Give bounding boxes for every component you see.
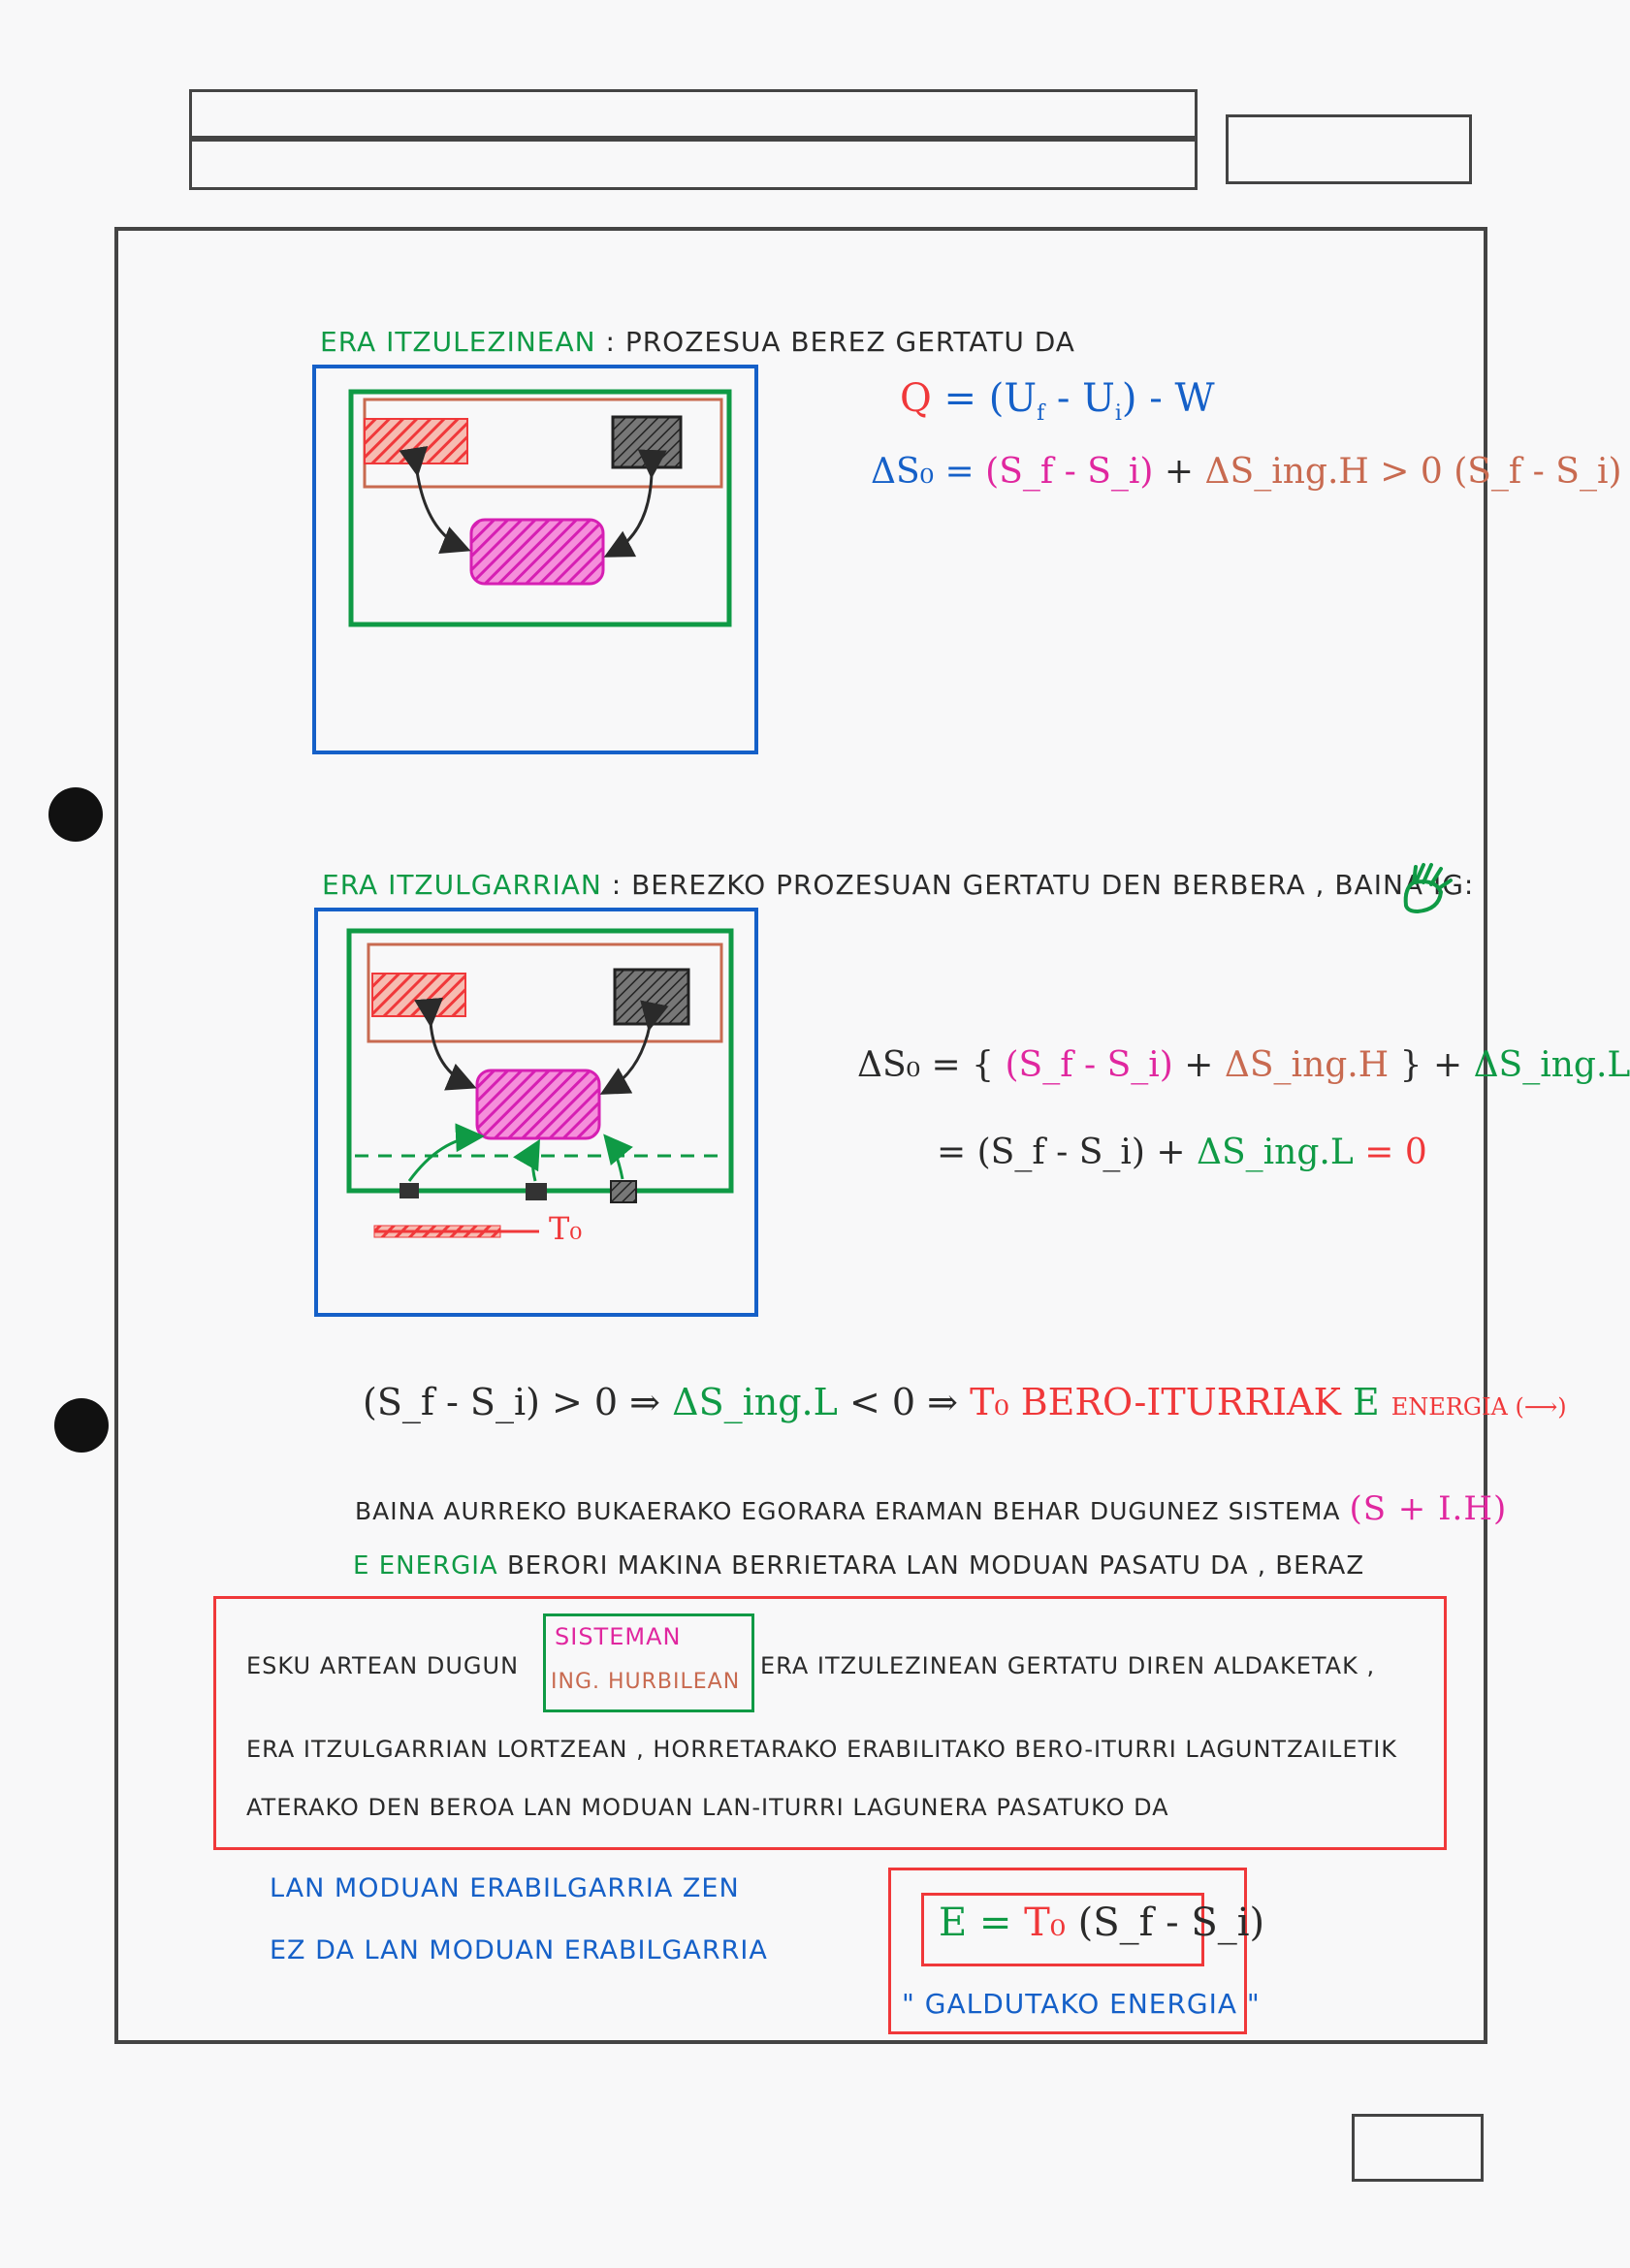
conclusion-line-2: ERA ITZULGARRIAN LORTZEAN , HORRETARAKO ERABILITAKO BERO-ITURRI LAGUNTZAILETIK — [246, 1736, 1398, 1763]
header-box-right — [1226, 114, 1472, 184]
section1-title: ERA ITZULEZINEAN : PROZESUA BEREZ GERTATU DA — [320, 326, 1075, 358]
punch-hole-top — [48, 787, 103, 842]
footer-blue-line-1: LAN MODUAN ERABILGARRIA ZEN — [270, 1873, 740, 1903]
inner-box-top-label: SISTEMAN — [555, 1623, 682, 1650]
hot-reservoir-2 — [372, 974, 465, 1016]
text-line-1: BAINA AURREKO BUKAERAKO EGORARA ERAMAN BEHAR DUGUNEZ SISTEMA (S + I.H) — [355, 1489, 1508, 1528]
cold-reservoir-2 — [615, 970, 688, 1024]
work-source-3 — [611, 1181, 636, 1202]
work-source-2 — [526, 1183, 547, 1200]
t0-label: T₀ — [549, 1210, 583, 1247]
footer-blue-line-2: EZ DA LAN MODUAN ERABILGARRIA — [270, 1935, 768, 1965]
equation-entropy-reversible-2: = (S_f - S_i) + ΔS_ing.L = 0 — [937, 1133, 1427, 1172]
page-number-box — [1352, 2114, 1484, 2182]
result-caption: " GALDUTAKO ENERGIA " — [902, 1988, 1261, 2020]
reversible-diagram — [314, 906, 770, 1323]
punch-hole-bottom — [54, 1398, 109, 1453]
system-block-2 — [477, 1070, 599, 1138]
result-equation: E = T₀ (S_f - S_i) — [939, 1901, 1265, 1945]
text-line-2: E ENERGIA BERORI MAKINA BERRIETARA LAN MODUAN PASATU DA , BERAZ — [353, 1551, 1365, 1581]
header-box-bottom — [189, 136, 1198, 190]
inner-box-bottom-label: ING. HURBILEAN — [551, 1670, 741, 1694]
equation-first-law: $Q = (U_f - U_i) - W$ — [900, 376, 1215, 426]
conclusion-line-1b: ERA ITZULEZINEAN GERTATU DIREN ALDAKETAK , — [760, 1652, 1376, 1679]
irreversible-diagram — [310, 359, 766, 766]
equation-entropy-irreversible: ΔS₀ = (S_f - S_i) + ΔS_ing.H > 0 (S_f - S_i) — [871, 452, 1622, 492]
implication-line: (S_f - S_i) > 0 ⇒ ΔS_ing.L < 0 ⇒ T₀ BERO-ITURRIAK E ENERGIA (⟶) — [363, 1381, 1567, 1423]
hand-icon — [1396, 859, 1458, 917]
system-block — [471, 520, 603, 584]
hot-reservoir — [365, 419, 467, 463]
equation-entropy-reversible: ΔS₀ = { (S_f - S_i) + ΔS_ing.H } + ΔS_ing.L — [857, 1045, 1630, 1085]
header-box-top — [189, 89, 1198, 142]
conclusion-line-1a: ESKU ARTEAN DUGUN — [246, 1652, 520, 1679]
cold-reservoir — [613, 417, 681, 467]
work-source-1 — [400, 1183, 419, 1198]
conclusion-line-3: ATERAKO DEN BEROA LAN MODUAN LAN-ITURRI LAGUNERA PASATUKO DA — [246, 1794, 1169, 1821]
section2-title: ERA ITZULGARRIAN : BEREZKO PROZESUAN GERTATU DEN BERBERA , BAINA IG: — [322, 869, 1475, 901]
